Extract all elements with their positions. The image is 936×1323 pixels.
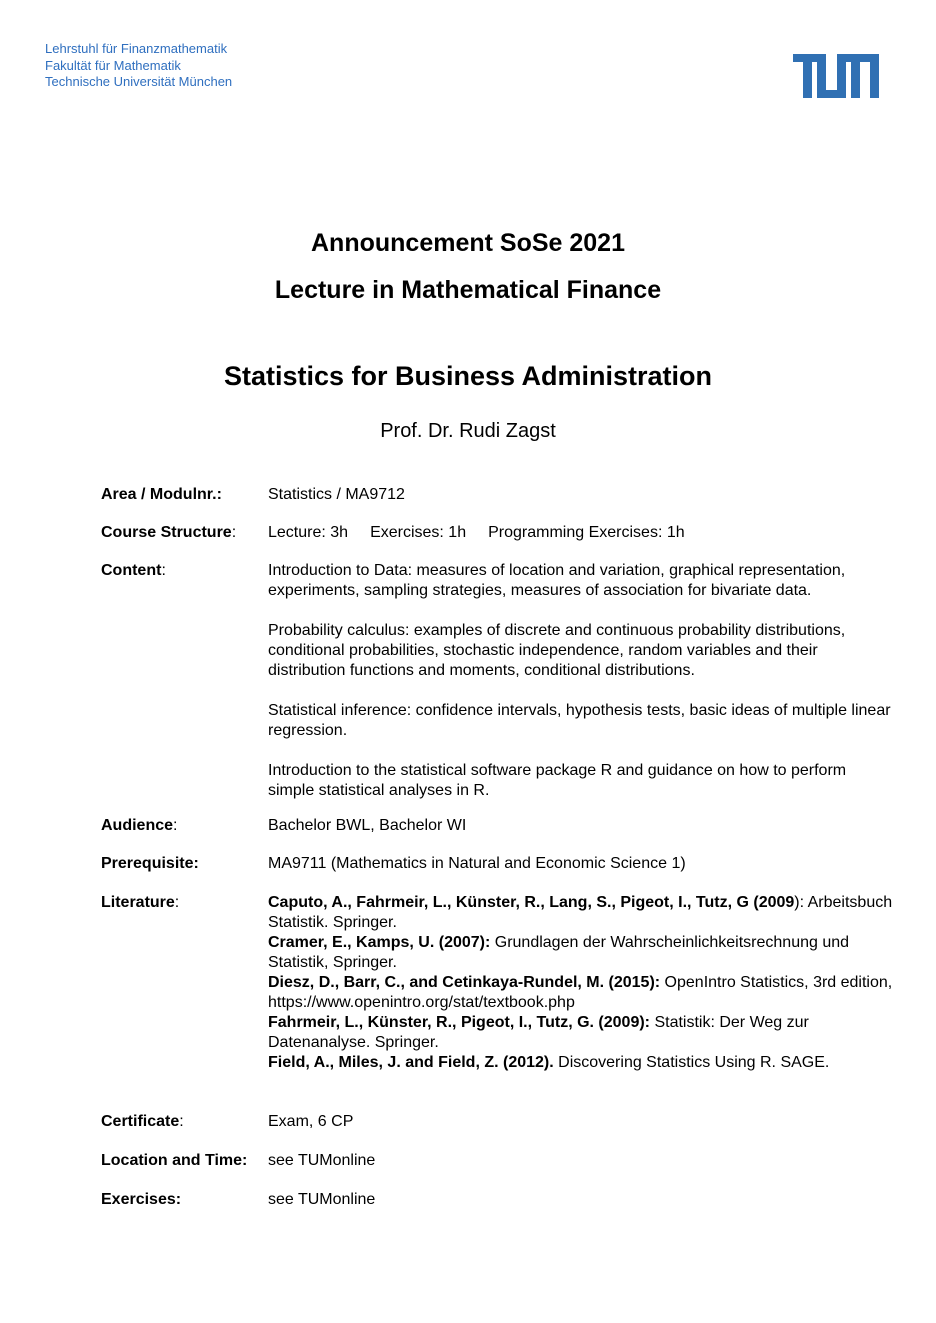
content-label-wrap [101, 561, 166, 581]
literature-label-wrap [101, 893, 179, 913]
prerequisite-value: MA9711 (Mathematics in Natural and Economic Science 1) [268, 855, 686, 872]
literature-item [268, 893, 896, 933]
location-label: Location and Time: [101, 1152, 248, 1169]
university-name: Technische Universität München [45, 74, 233, 89]
institution-header [45, 41, 232, 91]
literature-item [268, 933, 896, 973]
location-value: see TUMonline [268, 1152, 376, 1169]
area-value: Statistics / MA9712 [268, 486, 405, 503]
audience-colon: : [173, 817, 178, 834]
literature-item [268, 1053, 896, 1073]
structure-programming: Programming Exercises: 1h [488, 524, 685, 541]
literature-reference: Statistik: Der Weg zur Datenanalyse. Springer. [268, 1014, 809, 1051]
literature-authors: Diesz, D., Barr, C., and Cetinkaya-Rundel, M. (2015): [268, 974, 661, 991]
lecturer-name: Prof. Dr. Rudi Zagst [380, 420, 556, 442]
prerequisite-label: Prerequisite: [101, 855, 199, 872]
content-label: Content [101, 562, 162, 579]
literature-authors: Cramer, E., Kamps, U. (2007): [268, 934, 491, 951]
literature-colon: : [174, 894, 180, 911]
literature-reference: OpenIntro Statistics, 3rd edition, https://www.openintro.org/stat/textbook.php [268, 974, 893, 1011]
lecture-subtitle: Lecture in Mathematical Finance [274, 276, 662, 304]
literature-authors: Caputo, A., Fahrmeir, L., Künster, R., Lang, S., Pigeot, I., Tutz, G (2009 [268, 894, 795, 911]
literature-authors: Fahrmeir, L., Künster, R., Pigeot, I., Tutz, G. (2009): [268, 1014, 650, 1031]
chair-name: Lehrstuhl für Finanzmathematik [45, 41, 228, 56]
structure-value [268, 523, 896, 543]
faculty-name: Fakultät für Mathematik [45, 57, 181, 73]
structure-exercises: Exercises: 1h [370, 524, 467, 541]
audience-value: Bachelor BWL, Bachelor WI [268, 817, 467, 834]
audience-label-wrap [101, 816, 177, 836]
course-title: Statistics for Business Administration [223, 361, 713, 391]
announcement-title: Announcement SoSe 2021 [311, 229, 625, 257]
content-colon: : [161, 562, 166, 579]
content-paragraph: Introduction to the statistical software package R and guidance on how to perform simple statistical analyses in R. [268, 762, 847, 799]
literature-item [268, 1013, 896, 1053]
literature-reference: ): Arbeitsbuch Statistik. Springer. [268, 894, 893, 931]
audience-label: Audience [101, 817, 174, 834]
certificate-label: Certificate [101, 1113, 180, 1130]
tum-logo [793, 54, 879, 98]
literature-reference: Discovering Statistics Using R. SAGE. [553, 1054, 830, 1071]
content-paragraph: Probability calculus: examples of discrete and continuous probability distributions, conditional probabilities, stochastic independence, random variables and their distribution functions and moments, conditional distributions. [268, 622, 846, 679]
literature-reference: Grundlagen der Wahrscheinlichkeitsrechnung und Statistik, Springer. [268, 934, 850, 971]
structure-label: Course Structure [101, 524, 232, 541]
literature-list [268, 893, 896, 1073]
certificate-colon: : [179, 1113, 184, 1130]
literature-authors: Field, A., Miles, J. and Field, Z. (2012). [268, 1054, 554, 1071]
certificate-label-wrap [101, 1112, 184, 1132]
structure-lecture: Lecture: 3h [268, 524, 349, 541]
literature-label: Literature [101, 894, 175, 911]
exercises-label: Exercises: [101, 1191, 182, 1208]
certificate-value: Exam, 6 CP [268, 1113, 354, 1130]
structure-label-wrap [101, 523, 236, 543]
content-paragraph: Introduction to Data: measures of location and variation, graphical representation, experiments, sampling strategies, measures of association for bivariate data. [268, 562, 846, 599]
content-paragraph: Statistical inference: confidence intervals, hypothesis tests, basic ideas of multiple linear regression. [268, 702, 891, 739]
content-value [268, 561, 896, 801]
structure-colon: : [231, 524, 237, 541]
area-label: Area / Modulnr.: [101, 486, 222, 503]
literature-item [268, 973, 896, 1013]
exercises-value: see TUMonline [268, 1191, 376, 1208]
